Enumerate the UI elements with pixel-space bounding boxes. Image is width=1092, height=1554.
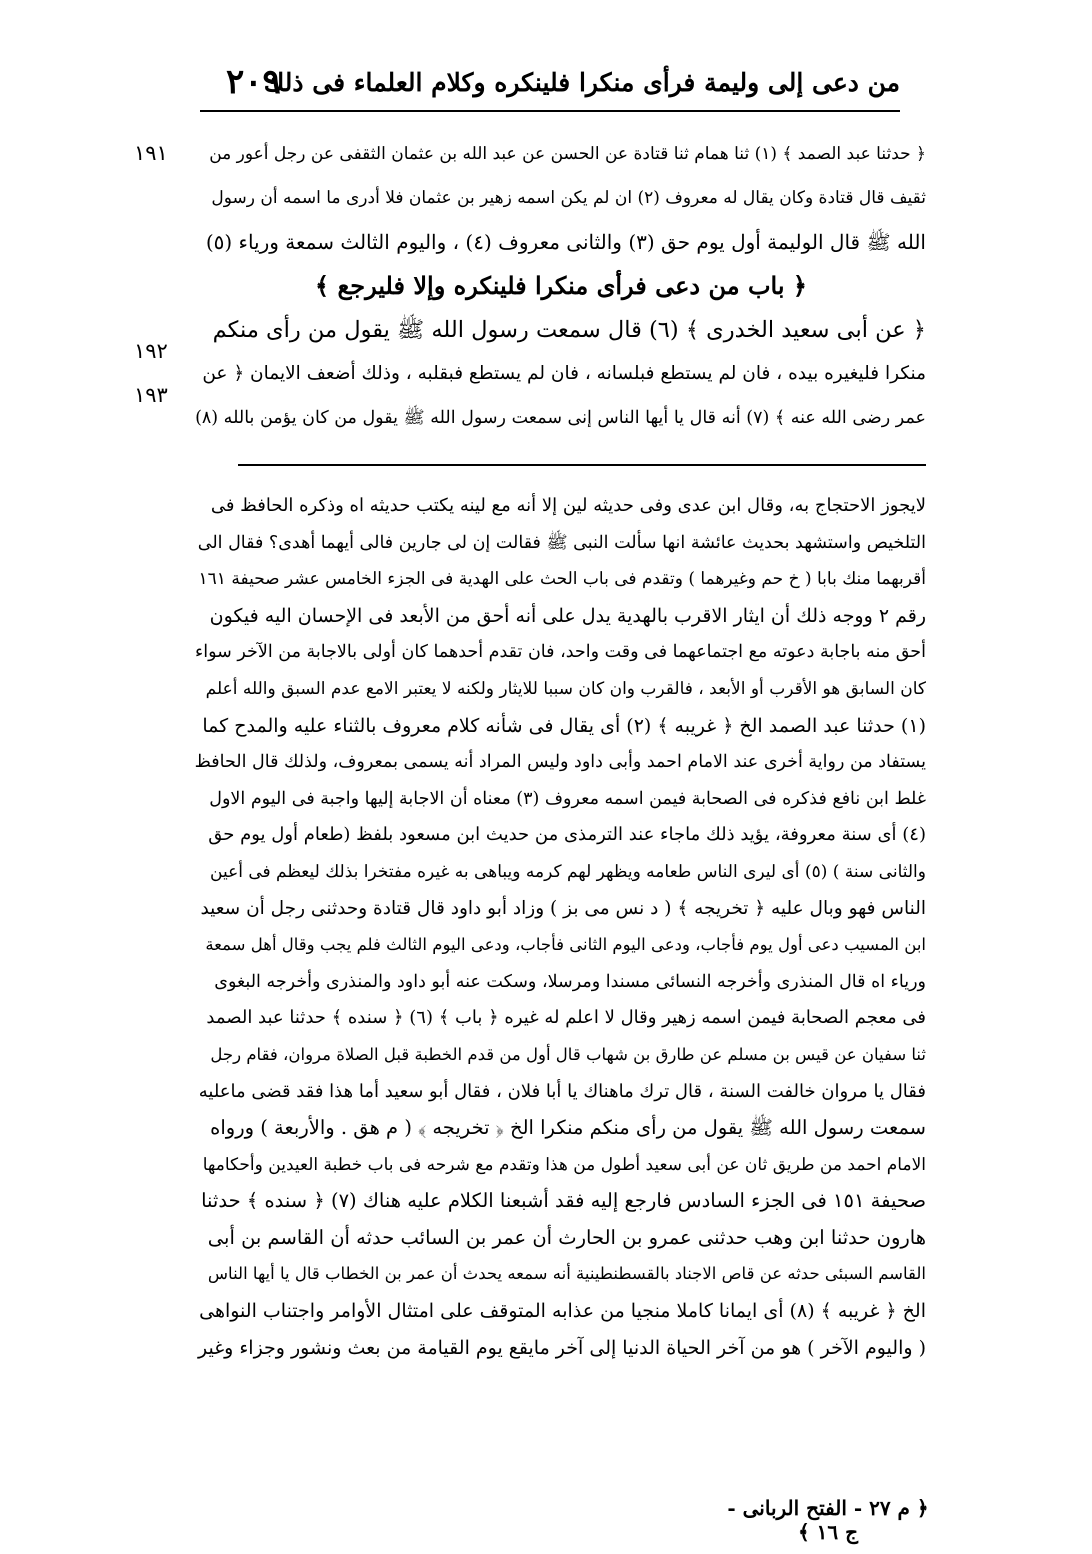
page-number: ٢٠٩ [226, 62, 281, 102]
note-line: الخ ﴿ غريبه ﴾ (٨) أى ايمانا كاملا منجيا من عذابه المتوقف على امتثال الأوامر واجتناب النواهى [199, 1300, 926, 1323]
note-line: كان السابق هو الأقرب أو الأبعد ، فالقرب وان كان سببا للايثار ولكنه لا يعتبر الامع عدم السبق والله أعلم [205, 678, 926, 699]
main-text [196, 132, 926, 440]
note-line: أقربهما منك بابا ( خ حم وغيرهما ) وتقدم فى باب الحث على الهدية فى الجزء الخامس عشر صحيفة ١٦١ [198, 569, 926, 590]
note-line: ورياء اه قال المنذرى وأخرجه النسائى مسندا ومرسلا، وسكت عنه أبو داود والمنذرى وأخرجه البغوى [214, 971, 926, 992]
footnotes [196, 488, 926, 1366]
footnote-divider [238, 464, 926, 466]
hadith-number: ١٩١ [134, 141, 168, 165]
note-line: سمعت رسول الله ﷺ يقول من رأى منكم منكرا الخ ﴿ تخريجه ﴾ ( م هق . والأربعة ) ورواه [210, 1116, 926, 1140]
note-line: ابن المسيب دعى أول يوم فأجاب، ودعى اليوم الثانى فأجاب، ودعى اليوم الثالث فلم يجب وقال أهل سمعة [205, 935, 926, 955]
note-line: فقال يا مروان خالفت السنة ، قال ترك ماهناك يا أبا فلان ، فقال أبو سعيد أما هذا فقد قضى ماعليه [198, 1080, 926, 1102]
main-line: الله ﷺ قال الوليمة أول يوم حق (٣) والثانى معروف (٤) ، واليوم الثالث سمعة ورياء (٥) [205, 230, 926, 254]
chapter-heading: ﴿ باب من دعى فرأى منكرا فلينكره وإلا فليرجع ﴾ [315, 271, 807, 300]
note-line: الامام احمد من طريق ثان عن أبى سعيد أطول من هذا وتقدم مع شرحه فى باب خطبة العيدين وأحكامها [202, 1154, 926, 1175]
note-line: غلط ابن نافع فذكره فى الصحابة فيمن اسمه معروف (٣) معناه أن الاجابة إليها واجبة فى اليوم الاول [209, 788, 926, 809]
main-line: عمر رضى الله عنه ﴾ (٧) أنه قال يا أيها الناس إنى سمعت رسول الله ﷺ يقول من كان يؤمن بالله (٨) [195, 408, 926, 428]
main-line: ﴿ حدثنا عبد الصمد ﴾ (١) ثنا همام ثنا قتادة عن الحسن عن عبد الله بن عثمان الثقفى عن رجل أعور من [209, 144, 926, 164]
main-line: ﴿ عن أبى سعيد الخدرى ﴾ (٦) قال سمعت رسول الله ﷺ يقول من رأى منكم [212, 317, 926, 343]
note-line: الناس فهو وبال عليه ﴿ تخريجه ﴾ ( د نس مى بز ) وزاد أبو داود قال قتادة وحدثنى رجل أن سعيد [200, 897, 926, 919]
main-line: منكرا فليغيره بيده ، فان لم يستطع فبلسانه ، فان لم يستطع فبقلبه ، وذلك أضعف الايمان ﴿ عن [202, 363, 926, 384]
page-header [200, 62, 900, 112]
hadith-number: ١٩٣ [134, 383, 168, 407]
note-line: القاسم السبئى حدثه عن قاص الاجناد بالقسطنطينية أنه سمعه يحدث أن عمر بن الخطاب قال يا أيها الناس [207, 1264, 926, 1284]
note-line: هارون حدثنا ابن وهب حدثنى عمرو بن الحارث أن عمر بن السائب حدثه أن القاسم بن أبى [207, 1225, 926, 1249]
note-line: أحق منه باجابة دعوته مع اجتماعهما فى وقت واحد، فان تقدم أحدهما كان أولى بالاجابة من الآخر سواء [195, 642, 926, 663]
running-title: من دعى إلى وليمة فرأى منكرا فلينكره وكلام العلماء فى ذلك [263, 68, 900, 97]
note-line: ثنا سفيان عن قيس بن مسلم عن طارق بن شهاب قال أول من قدم الخطبة قبل الصلاة مروان، فقام رجل [210, 1044, 926, 1064]
note-line: التلخيص واستشهد بحديث عائشة انها سألت النبى ﷺ فقالت إن لى جارين فالى أيهما أهدى؟ فقال الى [197, 532, 926, 553]
note-line: والثانى سنة ) (٥) أى ليرى الناس طعامه ويظهر لهم كرمه ويباهى به غيره مفتخرا بذلك ليعظم فى أعين [210, 861, 926, 882]
note-line: ( واليوم الآخر ) هو من آخر الحياة الدنيا إلى آخر مايقع يوم القيامة من بعث ونشور وجزاء وغير [197, 1336, 926, 1359]
note-line: يستفاد من رواية أخرى عند الامام احمد وأبى داود وليس المراد أنه يسمى بمعروف، ولذلك قال الحافظ [194, 752, 926, 773]
hadith-number: ١٩٢ [134, 339, 168, 363]
note-line: رقم ٢ ووجه ذلك أن ايثار الاقرب بالهدية يدل على أنه أحق من الأبعد فى الإحسان اليه فيكون [209, 604, 926, 627]
signature-mark: ﴿ م ٢٧ - الفتح الربانى - ج ١٦ ﴾ [727, 1496, 929, 1544]
note-line: لايجوز الاحتجاج به، وقال ابن عدى وفى حديثه لين إلا أنه مع لينه يكتب حديثه اه وذكره الحافظ فى [210, 495, 926, 516]
main-line: ثقيف قال قتادة وكان يقال له معروف (٢) ان لم يكن اسمه زهير بن عثمان فلا أدرى ما اسمه أن رسول [211, 188, 926, 208]
note-line: (١) حدثنا عبد الصمد الخ ﴿ غريبه ﴾ (٢) أى يقال فى شأنه كلام معروف بالثناء عليه والمدح كما [202, 714, 926, 737]
note-line: صحيفة ١٥١ فى الجزء السادس فارجع إليه فقد أشبعنا الكلام عليه هناك (٧) ﴿ سنده ﴾ حدثنا [201, 1189, 926, 1213]
note-line: (٤) أى سنة معروفة، يؤيد ذلك ماجاء عند الترمذى من حديث ابن مسعود بلفظ (طعام أول يوم حق [208, 824, 926, 846]
note-line: فى معجم الصحابة فيمن اسمه زهير وقال لا اعلم له غيره ﴿ باب ﴾ (٦) ﴿ سنده ﴾ حدثنا عبد الصمد [206, 1007, 926, 1029]
